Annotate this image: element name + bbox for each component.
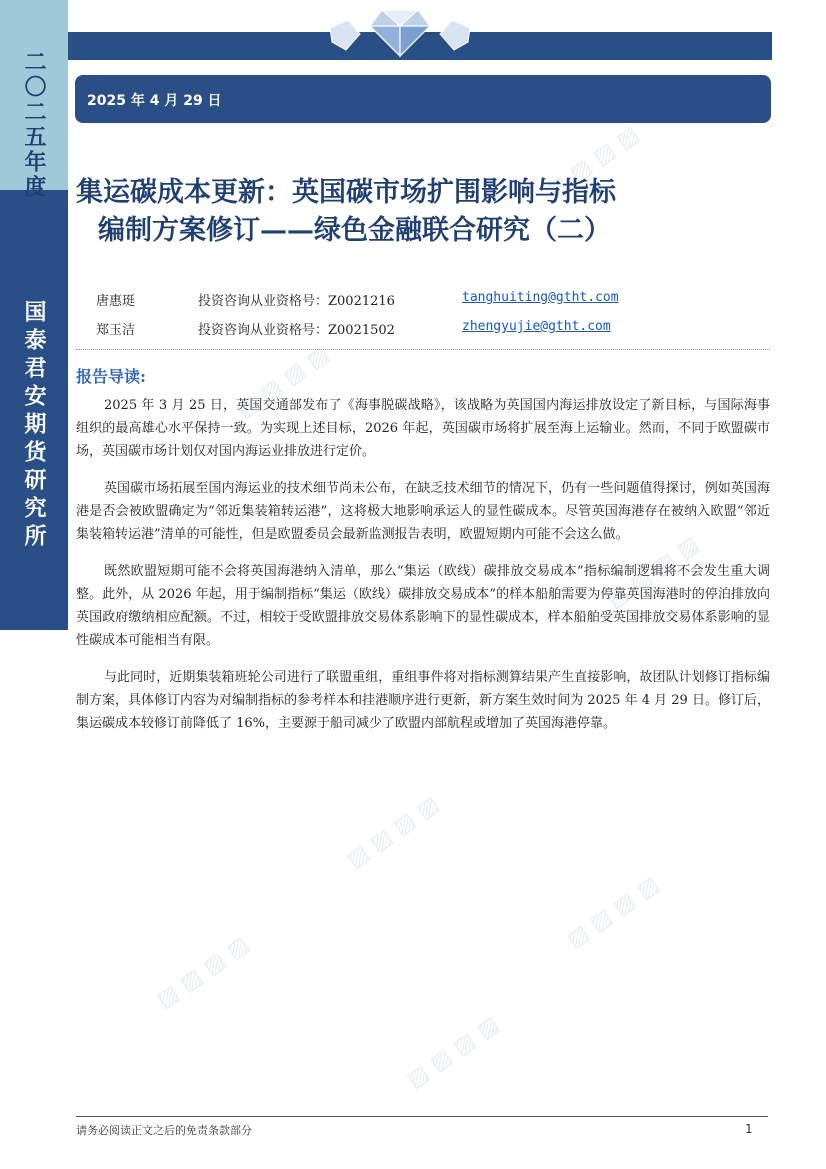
summary-paragraph: 2025 年 3 月 25 日，英国交通部发布了《海事脱碳战略》，该战略为英国国内海运排放设定了新目标，与国际海事组织的最高雄心水平保持一致。为实现上述目标，2026 年起，英国碳市场将扩展至海上运输业。然而，不同于欧盟碳市场，英国碳市场计划仅对国内海运业排放进行定价。	[76, 398, 770, 459]
watermark: ▨ ▨ ▨ ▨	[562, 871, 664, 954]
page-number: 1	[745, 1122, 753, 1136]
watermark: ▨ ▨ ▨ ▨	[602, 531, 704, 614]
summary-body	[76, 394, 770, 749]
sidebar-org-name: 国泰君安期货研究所	[21, 300, 47, 552]
watermark: ▨ ▨ ▨ ▨	[542, 121, 644, 204]
watermark: ▨ ▨ ▨ ▨	[152, 931, 254, 1014]
summary-paragraph: 既然欧盟短期可能不会将英国海港纳入清单，那么“集运（欧线）碳排放交易成本”指标编制逻辑将不会发生重大调整。此外，从 2026 年起，用于编制指标“集运（欧线）碳排放交易成本”的样本船舶需要为停靠英国海港时的停泊排放向英国政府缴纳相应配额。不过，相较于受欧盟排放交易体系影响下的显性碳成本，样本船舶受英国排放交易体系影响的显性碳成本可能相当有限。	[76, 564, 770, 648]
sidebar-year-label: 二〇二五年度	[21, 50, 47, 200]
analyst-email-link[interactable]: tanghuiting@gtht.com	[462, 290, 619, 305]
report-title-line-1: 集运碳成本更新：英国碳市场扩围影响与指标	[76, 177, 616, 208]
summary-heading: 报告导读:	[76, 367, 146, 386]
analyst-license: 投资咨询从业资格号：Z0021216	[198, 294, 395, 309]
footer-disclaimer: 请务必阅读正文之后的免责条款部分	[76, 1124, 252, 1137]
watermark: ▨ ▨ ▨ ▨	[402, 1011, 504, 1094]
watermark: ▨ ▨ ▨ ▨	[232, 341, 334, 424]
summary-paragraph: 英国碳市场拓展至国内海运业的技术细节尚未公布，在缺乏技术细节的情况下，仍有一些问题值得探讨，例如英国海港是否会被欧盟确定为“邻近集装箱转运港”，这将极大地影响承运人的显性碳成本。尽管英国海港存在被纳入欧盟“邻近集装箱转运港”清单的可能性，但是欧盟委员会最新监测报告表明，欧盟短期内可能不会这么做。	[76, 481, 770, 542]
divider	[76, 349, 770, 350]
summary-paragraph: 与此同时，近期集装箱班轮公司进行了联盟重组，重组事件将对指标测算结果产生直接影响，故团队计划修订指标编制方案，具体修订内容为对编制指标的参考样本和挂港顺序进行更新，新方案生效时间为 2025 年 4 月 29 日。修订后，集运碳成本较修订前降低了 16%，主要源于船司减少了欧盟内部航程或增加了英国海港停靠。	[76, 670, 770, 731]
date-banner	[75, 75, 771, 123]
analyst-email-link[interactable]: zhengyujie@gtht.com	[462, 319, 611, 334]
analyst-list	[96, 290, 746, 348]
analyst-license: 投资咨询从业资格号：Z0021502	[198, 323, 395, 338]
report-title	[76, 174, 766, 250]
diamond-logo-icon	[320, 0, 480, 62]
footer-divider	[76, 1116, 768, 1117]
analyst-name: 郑玉洁	[96, 323, 136, 338]
report-date: 2025 年 4 月 29 日	[87, 93, 222, 109]
report-title-line-2: 编制方案修订——绿色金融联合研究（二）	[98, 215, 611, 246]
analyst-row	[96, 290, 746, 319]
analyst-name: 唐惠珽	[96, 294, 136, 309]
watermark: ▨ ▨ ▨ ▨	[342, 791, 444, 874]
analyst-row	[96, 319, 746, 348]
